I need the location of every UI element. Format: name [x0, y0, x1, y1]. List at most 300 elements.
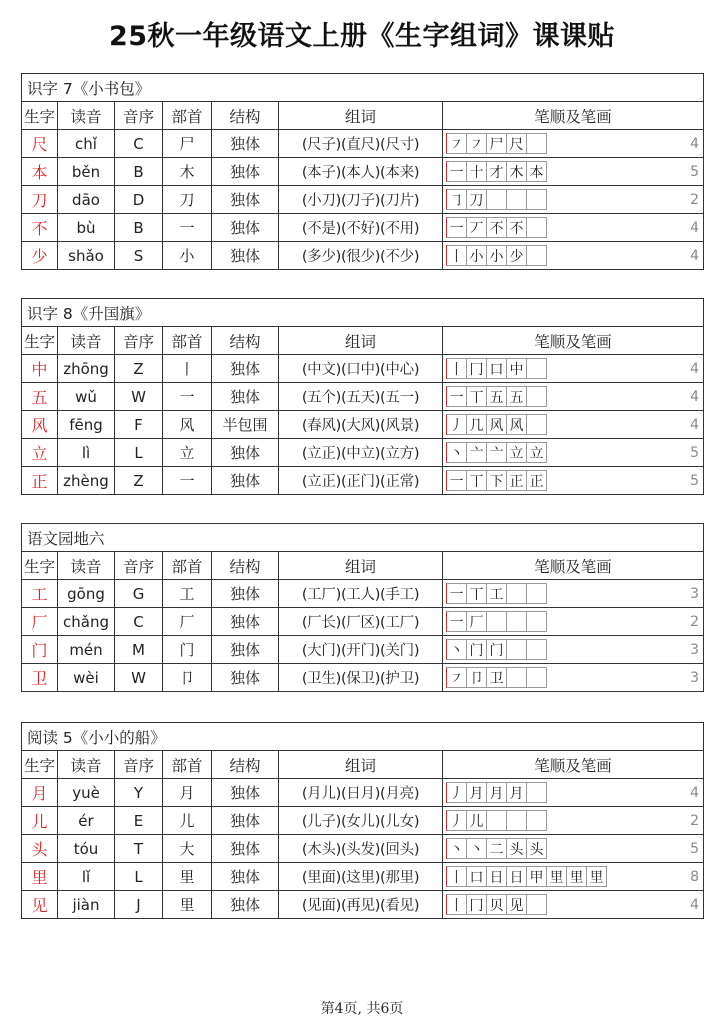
stroke-step: 才 — [486, 161, 507, 182]
stroke-step: 木 — [506, 161, 527, 182]
stroke-grid — [446, 358, 547, 379]
stroke-grid-box — [526, 639, 547, 660]
stroke-order-cell — [443, 467, 704, 495]
column-header: 结构 — [212, 327, 279, 355]
stroke-grid — [446, 894, 547, 915]
structure-cell: 独体 — [212, 214, 279, 242]
stroke-step: 不 — [486, 217, 507, 238]
stroke-grid-box — [506, 639, 527, 660]
column-header: 音序 — [115, 102, 163, 130]
initial-cell: L — [115, 439, 163, 467]
lesson-section — [21, 298, 703, 495]
words-cell: (月儿)(日月)(月亮) — [279, 779, 443, 807]
stroke-order-cell — [443, 411, 704, 439]
pinyin-cell: zhōng — [58, 355, 115, 383]
column-header: 结构 — [212, 751, 279, 779]
stroke-step: 本 — [526, 161, 547, 182]
column-header: 结构 — [212, 102, 279, 130]
column-header: 生字 — [22, 327, 58, 355]
character-cell: 门 — [22, 636, 58, 664]
initial-cell: J — [115, 891, 163, 919]
structure-cell: 独体 — [212, 130, 279, 158]
words-cell: (立正)(中立)(立方) — [279, 439, 443, 467]
stroke-order-cell — [443, 383, 704, 411]
stroke-order-cell — [443, 835, 704, 863]
stroke-step: 丨 — [446, 894, 467, 915]
initial-cell: L — [115, 863, 163, 891]
stroke-step: 工 — [486, 583, 507, 604]
table-row — [22, 580, 704, 608]
radical-cell: 儿 — [163, 807, 212, 835]
table-row — [22, 242, 704, 270]
stroke-step: ㇇ — [446, 133, 467, 154]
pinyin-cell: lì — [58, 439, 115, 467]
stroke-step: 里 — [566, 866, 587, 887]
stroke-grid — [446, 639, 547, 660]
stroke-step: 亠 — [466, 442, 487, 463]
words-cell: (立正)(正门)(正常) — [279, 467, 443, 495]
stroke-step: 卩 — [466, 667, 487, 688]
stroke-step: 五 — [486, 386, 507, 407]
radical-cell: 尸 — [163, 130, 212, 158]
table-row — [22, 158, 704, 186]
stroke-step: 风 — [506, 414, 527, 435]
stroke-count: 4 — [690, 135, 700, 152]
words-cell: (大门)(开门)(关门) — [279, 636, 443, 664]
column-header: 生字 — [22, 552, 58, 580]
column-header: 生字 — [22, 751, 58, 779]
stroke-order-cell — [443, 891, 704, 919]
radical-cell: 大 — [163, 835, 212, 863]
stroke-step: 正 — [526, 470, 547, 491]
stroke-step: 贝 — [486, 894, 507, 915]
radical-cell: 一 — [163, 467, 212, 495]
words-cell: (卫生)(保卫)(护卫) — [279, 664, 443, 692]
stroke-order-cell — [443, 580, 704, 608]
stroke-order-cell — [443, 807, 704, 835]
stroke-order-cell — [443, 863, 704, 891]
stroke-grid — [446, 217, 547, 238]
pinyin-cell: tóu — [58, 835, 115, 863]
table-row — [22, 863, 704, 891]
stroke-grid-box — [506, 667, 527, 688]
radical-cell: 立 — [163, 439, 212, 467]
stroke-step: 下 — [486, 470, 507, 491]
pinyin-cell: ér — [58, 807, 115, 835]
stroke-grid-box — [526, 611, 547, 632]
stroke-step: 一 — [446, 611, 467, 632]
stroke-step: 丨 — [446, 358, 467, 379]
column-header: 部首 — [163, 552, 212, 580]
stroke-step: 丿 — [446, 414, 467, 435]
stroke-grid-box — [526, 782, 547, 803]
stroke-step: 丅 — [466, 470, 487, 491]
stroke-step: 见 — [506, 894, 527, 915]
radical-cell: 小 — [163, 242, 212, 270]
initial-cell: E — [115, 807, 163, 835]
stroke-count: 5 — [690, 444, 700, 461]
stroke-grid — [446, 866, 607, 887]
stroke-step: 尺 — [506, 133, 527, 154]
radical-cell: 门 — [163, 636, 212, 664]
initial-cell: W — [115, 383, 163, 411]
initial-cell: B — [115, 214, 163, 242]
section-title: 识字 8《升国旗》 — [22, 299, 704, 327]
column-header: 组词 — [279, 552, 443, 580]
pinyin-cell: běn — [58, 158, 115, 186]
stroke-step: 一 — [446, 386, 467, 407]
words-cell: (小刀)(刀子)(刀片) — [279, 186, 443, 214]
stroke-grid — [446, 838, 547, 859]
initial-cell: Z — [115, 355, 163, 383]
character-cell: 风 — [22, 411, 58, 439]
stroke-count: 3 — [690, 585, 700, 602]
table-row — [22, 383, 704, 411]
stroke-count: 4 — [690, 896, 700, 913]
column-header: 笔顺及笔画 — [443, 327, 704, 355]
stroke-step: 丿 — [446, 782, 467, 803]
stroke-step: 五 — [506, 386, 527, 407]
header-row — [22, 102, 704, 130]
stroke-grid-box — [506, 583, 527, 604]
stroke-step: 门 — [466, 639, 487, 660]
pinyin-cell: yuè — [58, 779, 115, 807]
stroke-grid — [446, 470, 547, 491]
stroke-grid-box — [526, 667, 547, 688]
stroke-count: 5 — [690, 840, 700, 857]
structure-cell: 独体 — [212, 608, 279, 636]
stroke-grid-box — [526, 810, 547, 831]
column-header: 结构 — [212, 552, 279, 580]
stroke-step: 刀 — [466, 189, 487, 210]
pinyin-cell: dāo — [58, 186, 115, 214]
stroke-step: ㇆ — [446, 189, 467, 210]
pinyin-cell: lǐ — [58, 863, 115, 891]
stroke-step: 丶 — [446, 442, 467, 463]
stroke-step: 卫 — [486, 667, 507, 688]
radical-cell: 木 — [163, 158, 212, 186]
stroke-step: 口 — [486, 358, 507, 379]
column-header: 读音 — [58, 751, 115, 779]
header-row — [22, 327, 704, 355]
pinyin-cell: chǐ — [58, 130, 115, 158]
column-header: 组词 — [279, 751, 443, 779]
character-cell: 儿 — [22, 807, 58, 835]
radical-cell: 一 — [163, 383, 212, 411]
words-cell: (儿子)(女儿)(儿女) — [279, 807, 443, 835]
stroke-grid-box — [486, 810, 507, 831]
section-title: 语文园地六 — [22, 524, 704, 552]
pinyin-cell: mén — [58, 636, 115, 664]
stroke-grid — [446, 161, 547, 182]
stroke-step: 二 — [486, 838, 507, 859]
character-cell: 中 — [22, 355, 58, 383]
table-row — [22, 608, 704, 636]
table-row — [22, 664, 704, 692]
column-header: 部首 — [163, 751, 212, 779]
radical-cell: 工 — [163, 580, 212, 608]
section-title: 识字 7《小书包》 — [22, 74, 704, 102]
stroke-order-cell — [443, 186, 704, 214]
stroke-grid-box — [526, 245, 547, 266]
column-header: 笔顺及笔画 — [443, 751, 704, 779]
column-header: 笔顺及笔画 — [443, 552, 704, 580]
stroke-order-cell — [443, 664, 704, 692]
table-row — [22, 779, 704, 807]
stroke-count: 4 — [690, 219, 700, 236]
table-row — [22, 891, 704, 919]
stroke-count: 4 — [690, 360, 700, 377]
stroke-order-cell — [443, 779, 704, 807]
stroke-order-cell — [443, 355, 704, 383]
stroke-step: 一 — [446, 470, 467, 491]
stroke-count: 4 — [690, 416, 700, 433]
stroke-count: 5 — [690, 472, 700, 489]
stroke-grid-box — [526, 583, 547, 604]
stroke-count: 4 — [690, 784, 700, 801]
initial-cell: F — [115, 411, 163, 439]
page-title: 25秋一年级语文上册《生字组词》课课贴 — [108, 21, 616, 52]
stroke-grid-box — [526, 894, 547, 915]
stroke-step: 小 — [466, 245, 487, 266]
structure-cell: 独体 — [212, 186, 279, 214]
stroke-count: 2 — [690, 613, 700, 630]
words-cell: (不是)(不好)(不用) — [279, 214, 443, 242]
stroke-count: 4 — [690, 247, 700, 264]
radical-cell: 厂 — [163, 608, 212, 636]
character-cell: 刀 — [22, 186, 58, 214]
structure-cell: 独体 — [212, 807, 279, 835]
stroke-step: 中 — [506, 358, 527, 379]
stroke-grid — [446, 245, 547, 266]
stroke-grid — [446, 133, 547, 154]
stroke-grid-box — [526, 217, 547, 238]
radical-cell: 卩 — [163, 664, 212, 692]
lesson-section — [21, 73, 703, 270]
initial-cell: W — [115, 664, 163, 692]
character-cell: 月 — [22, 779, 58, 807]
stroke-grid — [446, 442, 547, 463]
stroke-count: 5 — [690, 163, 700, 180]
stroke-step: 日 — [486, 866, 507, 887]
character-cell: 立 — [22, 439, 58, 467]
character-cell: 少 — [22, 242, 58, 270]
column-header: 音序 — [115, 327, 163, 355]
stroke-grid-box — [486, 189, 507, 210]
stroke-step: 丶 — [466, 838, 487, 859]
stroke-step: 正 — [506, 470, 527, 491]
column-header: 笔顺及笔画 — [443, 102, 704, 130]
structure-cell: 独体 — [212, 835, 279, 863]
pinyin-cell: gōng — [58, 580, 115, 608]
words-cell: (多少)(很少)(不少) — [279, 242, 443, 270]
words-cell: (春风)(大风)(风景) — [279, 411, 443, 439]
character-cell: 五 — [22, 383, 58, 411]
stroke-step: 少 — [506, 245, 527, 266]
stroke-grid — [446, 583, 547, 604]
initial-cell: Y — [115, 779, 163, 807]
stroke-step: 一 — [446, 583, 467, 604]
table-row — [22, 186, 704, 214]
pinyin-cell: fēng — [58, 411, 115, 439]
structure-cell: 独体 — [212, 779, 279, 807]
pinyin-cell: wǔ — [58, 383, 115, 411]
lesson-table — [21, 722, 704, 919]
stroke-grid — [446, 782, 547, 803]
stroke-step: 丨 — [446, 245, 467, 266]
table-row — [22, 636, 704, 664]
stroke-step: 风 — [486, 414, 507, 435]
words-cell: (里面)(这里)(那里) — [279, 863, 443, 891]
stroke-count: 2 — [690, 812, 700, 829]
stroke-step: 冂 — [466, 894, 487, 915]
stroke-step: 月 — [506, 782, 527, 803]
structure-cell: 独体 — [212, 158, 279, 186]
stroke-grid — [446, 810, 547, 831]
section-title: 阅读 5《小小的船》 — [22, 723, 704, 751]
stroke-step: 头 — [526, 838, 547, 859]
structure-cell: 独体 — [212, 242, 279, 270]
table-row — [22, 411, 704, 439]
initial-cell: S — [115, 242, 163, 270]
words-cell: (木头)(头发)(回头) — [279, 835, 443, 863]
lesson-section — [21, 523, 703, 692]
radical-cell: 里 — [163, 863, 212, 891]
stroke-grid-box — [526, 133, 547, 154]
table-row — [22, 214, 704, 242]
stroke-count: 2 — [690, 191, 700, 208]
stroke-step: 丿 — [446, 810, 467, 831]
stroke-order-cell — [443, 439, 704, 467]
column-header: 音序 — [115, 552, 163, 580]
structure-cell: 独体 — [212, 636, 279, 664]
stroke-count: 8 — [690, 868, 700, 885]
stroke-order-cell — [443, 130, 704, 158]
pinyin-cell: shǎo — [58, 242, 115, 270]
table-row — [22, 355, 704, 383]
character-cell: 里 — [22, 863, 58, 891]
column-header: 读音 — [58, 552, 115, 580]
pinyin-cell: wèi — [58, 664, 115, 692]
stroke-step: ㇇ — [466, 133, 487, 154]
structure-cell: 独体 — [212, 355, 279, 383]
stroke-order-cell — [443, 214, 704, 242]
column-header: 音序 — [115, 751, 163, 779]
radical-cell: 月 — [163, 779, 212, 807]
stroke-count: 4 — [690, 388, 700, 405]
stroke-grid-box — [526, 189, 547, 210]
structure-cell: 独体 — [212, 664, 279, 692]
header-row — [22, 751, 704, 779]
initial-cell: M — [115, 636, 163, 664]
initial-cell: C — [115, 608, 163, 636]
stroke-step: 尸 — [486, 133, 507, 154]
stroke-step: 日 — [506, 866, 527, 887]
words-cell: (见面)(再见)(看见) — [279, 891, 443, 919]
structure-cell: 独体 — [212, 891, 279, 919]
initial-cell: T — [115, 835, 163, 863]
table-row — [22, 467, 704, 495]
stroke-step: 冂 — [466, 358, 487, 379]
stroke-step: ㇇ — [446, 667, 467, 688]
words-cell: (本子)(本人)(本来) — [279, 158, 443, 186]
stroke-step: 丅 — [466, 386, 487, 407]
stroke-grid-box — [506, 810, 527, 831]
stroke-step: 一 — [446, 161, 467, 182]
stroke-step: 丶 — [446, 639, 467, 660]
stroke-order-cell — [443, 608, 704, 636]
words-cell: (工厂)(工人)(手工) — [279, 580, 443, 608]
radical-cell: 刀 — [163, 186, 212, 214]
stroke-grid-box — [526, 358, 547, 379]
stroke-count: 3 — [690, 669, 700, 686]
column-header: 部首 — [163, 327, 212, 355]
stroke-grid — [446, 611, 547, 632]
stroke-step: 丶 — [446, 838, 467, 859]
table-row — [22, 130, 704, 158]
stroke-step: 丅 — [466, 583, 487, 604]
stroke-step: 甲 — [526, 866, 547, 887]
lesson-table — [21, 298, 704, 495]
character-cell: 工 — [22, 580, 58, 608]
lesson-table — [21, 73, 704, 270]
words-cell: (尺子)(直尺)(尺寸) — [279, 130, 443, 158]
column-header: 组词 — [279, 102, 443, 130]
words-cell: (厂长)(厂区)(工厂) — [279, 608, 443, 636]
initial-cell: D — [115, 186, 163, 214]
column-header: 生字 — [22, 102, 58, 130]
table-row — [22, 439, 704, 467]
stroke-step: 儿 — [466, 810, 487, 831]
structure-cell: 独体 — [212, 467, 279, 495]
column-header: 部首 — [163, 102, 212, 130]
words-cell: (五个)(五天)(五一) — [279, 383, 443, 411]
character-cell: 不 — [22, 214, 58, 242]
stroke-step: 月 — [486, 782, 507, 803]
stroke-step: 门 — [486, 639, 507, 660]
character-cell: 厂 — [22, 608, 58, 636]
stroke-grid-box — [526, 386, 547, 407]
radical-cell: 一 — [163, 214, 212, 242]
column-header: 读音 — [58, 102, 115, 130]
stroke-step: 口 — [466, 866, 487, 887]
stroke-grid — [446, 189, 547, 210]
stroke-grid-box — [506, 611, 527, 632]
character-cell: 卫 — [22, 664, 58, 692]
character-cell: 头 — [22, 835, 58, 863]
structure-cell: 半包围 — [212, 411, 279, 439]
stroke-count: 3 — [690, 641, 700, 658]
radical-cell: 里 — [163, 891, 212, 919]
stroke-grid — [446, 414, 547, 435]
stroke-step: 不 — [506, 217, 527, 238]
stroke-step: 厂 — [466, 611, 487, 632]
header-row — [22, 552, 704, 580]
stroke-step: 十 — [466, 161, 487, 182]
stroke-step: 几 — [466, 414, 487, 435]
radical-cell: 风 — [163, 411, 212, 439]
character-cell: 正 — [22, 467, 58, 495]
pinyin-cell: bù — [58, 214, 115, 242]
lesson-section — [21, 722, 703, 919]
stroke-step: 里 — [586, 866, 607, 887]
structure-cell: 独体 — [212, 580, 279, 608]
stroke-step: 里 — [546, 866, 567, 887]
stroke-step: 立 — [506, 442, 527, 463]
stroke-grid — [446, 667, 547, 688]
initial-cell: B — [115, 158, 163, 186]
stroke-order-cell — [443, 636, 704, 664]
